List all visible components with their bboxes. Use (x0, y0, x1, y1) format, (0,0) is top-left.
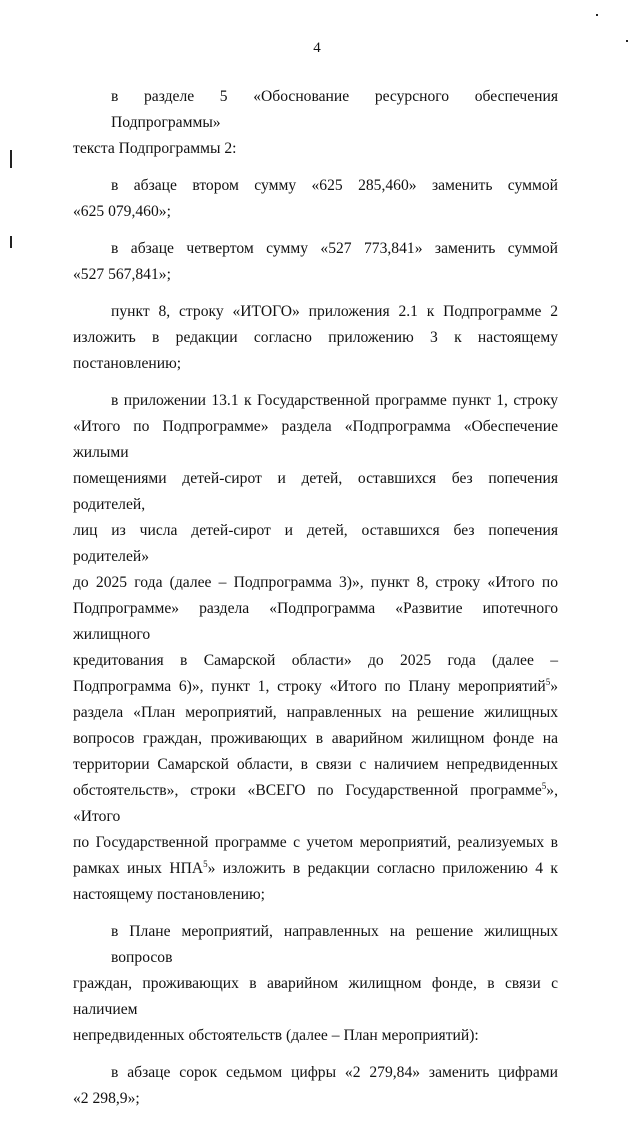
text-line: настоящему постановлению; (73, 886, 266, 903)
scan-mark (10, 150, 12, 168)
text-fragment: рамках иных НПА (73, 860, 204, 877)
text-line: лиц из числа детей-сирот и детей, оставшихся без попечения родителей» (73, 522, 558, 565)
text-line-with-footnote (73, 674, 558, 700)
paragraph-second-abzac (73, 173, 558, 225)
text-line: «527 567,841»; (73, 266, 171, 283)
text-line: Подпрограмме» раздела «Подпрограмма «Развитие ипотечного жилищного (73, 600, 558, 643)
text-line: территории Самарской области, в связи с наличием непредвиденных (73, 756, 558, 773)
text-line: пункт 8, строку «ИТОГО» приложения 2.1 к Подпрограмме 2 (111, 303, 558, 320)
text-fragment: Подпрограмма 6)», пункт 1, строку «Итого по Плану мероприятий (73, 678, 546, 695)
text-line: в абзаце сорок седьмом цифры «2 279,84» заменить цифрами (111, 1064, 558, 1081)
footnote-mark: 5 (541, 780, 547, 791)
footnote-mark: 5 (203, 858, 208, 869)
text-line: изложить в редакции согласно приложению 3 к настоящему (73, 329, 558, 346)
text-line-with-footnote (73, 856, 558, 882)
text-line: помещениями детей-сирот и детей, оставшихся без попечения родителей, (73, 470, 558, 513)
paragraph-section-5 (73, 84, 558, 162)
text-line: граждан, проживающих в аварийном жилищном фонде, в связи с наличием (73, 975, 558, 1018)
document-body (73, 84, 558, 1123)
text-line: в абзаце втором сумму «625 285,460» заменить суммой (111, 177, 558, 194)
page-number: 4 (313, 40, 321, 56)
text-line: вопросов граждан, проживающих в аварийном жилищном фонде на (73, 730, 558, 747)
text-fragment: » (550, 678, 558, 695)
text-line: непредвиденных обстоятельств (далее – План мероприятий): (73, 1027, 479, 1044)
paragraph-47th-abzac (73, 1060, 558, 1112)
text-line: до 2025 года (далее – Подпрограмма 3)», пункт 8, строку «Итого по (73, 574, 558, 591)
scan-mark (596, 14, 598, 16)
text-line: по Государственной программе с учетом мероприятий, реализуемых в (73, 834, 558, 851)
text-line: текста Подпрограммы 2: (73, 140, 237, 157)
text-line: «Итого по Подпрограмме» раздела «Подпрограмма «Обеспечение жилыми (73, 418, 558, 461)
paragraph-punkt-8 (73, 299, 558, 377)
text-line: «2 298,9»; (73, 1090, 140, 1107)
paragraph-appendix-13-1 (73, 388, 558, 908)
text-fragment: обстоятельств», строки «ВСЕГО по Государственной программе (73, 782, 542, 799)
text-line: в Плане мероприятий, направленных на решение жилищных вопросов (111, 923, 558, 966)
text-line: постановлению; (73, 355, 182, 372)
text-fragment: » изложить в редакции согласно приложению 4 к (207, 860, 558, 877)
scan-mark (626, 40, 628, 42)
text-line: в абзаце четвертом сумму «527 773,841» заменить суммой (111, 240, 558, 257)
text-line: раздела «План мероприятий, направленных на решение жилищных (73, 704, 558, 721)
text-line-with-footnote (73, 778, 558, 830)
paragraph-plan-meropriyatiy (73, 919, 558, 1049)
footnote-mark: 5 (545, 676, 551, 687)
scan-mark (10, 236, 12, 248)
text-fragment: », «Итого (73, 782, 558, 825)
text-line: в разделе 5 «Обоснование ресурсного обеспечения Подпрограммы» (111, 88, 558, 131)
text-line: «625 079,460»; (73, 203, 171, 220)
paragraph-fourth-abzac (73, 236, 558, 288)
text-line: в приложении 13.1 к Государственной программе пункт 1, строку (111, 392, 558, 409)
text-line: кредитования в Самарской области» до 2025 года (далее – (73, 652, 558, 669)
